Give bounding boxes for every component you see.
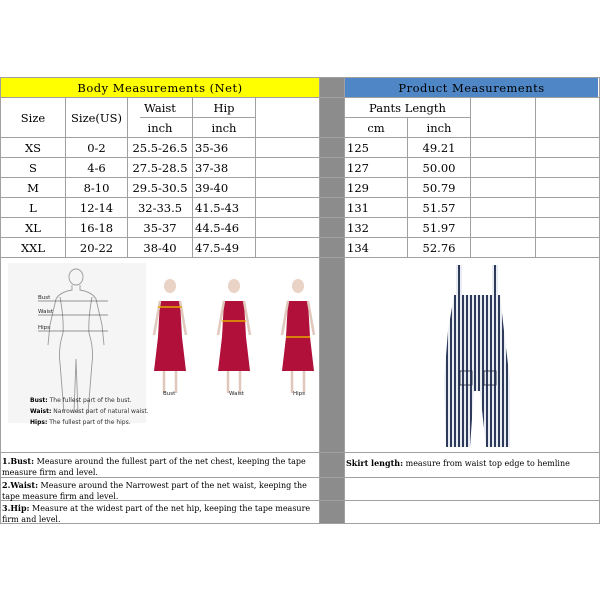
cell-inch: 50.79 — [422, 180, 456, 195]
grid-line — [0, 77, 600, 78]
dress-caption-waist: Waist — [229, 391, 245, 397]
cell-size-us: 12-14 — [79, 200, 114, 215]
grid-line — [319, 77, 320, 524]
col-header-inch: inch — [426, 120, 452, 135]
grid-line — [535, 97, 536, 257]
cell-inch: 51.57 — [422, 200, 456, 215]
cell-waist: 29.5-30.5 — [132, 180, 188, 195]
cell-hip: 37-38 — [195, 160, 229, 175]
figure-label-waist: Waist — [38, 309, 54, 315]
dress-caption-bust: Bust — [163, 391, 176, 397]
figure-desc-bust: Bust: The fullest part of the bust. — [30, 397, 132, 404]
cell-hip: 41.5-43 — [195, 200, 240, 215]
col-header-pants-length: Pants Length — [369, 100, 446, 115]
cell-hip: 44.5-46 — [195, 220, 240, 235]
cell-waist: 35-37 — [143, 220, 177, 235]
dress-illustration — [148, 275, 316, 407]
product-image-overalls — [430, 261, 512, 451]
cell-hip: 39-40 — [195, 180, 229, 195]
cell-cm: 125 — [347, 140, 369, 155]
cell-inch: 51.97 — [422, 220, 456, 235]
cell-size: XXL — [20, 240, 45, 255]
figure-label-bust: Bust — [38, 295, 51, 301]
product-measurements-header: Product Measurements — [345, 78, 598, 97]
cell-size-us: 4-6 — [87, 160, 106, 175]
cell-cm: 129 — [347, 180, 369, 195]
figure-desc-waist: Waist: Narrowest part of natural waist. — [30, 408, 149, 415]
cell-waist: 32-33.5 — [137, 200, 183, 215]
cell-size-us: 0-2 — [87, 140, 106, 155]
col-header-hip: Hip — [213, 100, 235, 115]
cell-waist: 38-40 — [143, 240, 177, 255]
col-header-size-us: Size(US) — [71, 110, 122, 125]
grid-line — [255, 97, 256, 257]
dress-caption-hips: Hips — [293, 391, 306, 397]
col-header-size: Size — [20, 110, 46, 125]
cell-size: XL — [25, 220, 41, 235]
note-hip: 3.Hip: Measure at the widest part of the net hip, keeping the tape measure firm and level. — [2, 503, 311, 524]
note-skirt-length: Skirt length: measure from waist top edge to hemline — [346, 458, 570, 468]
col-header-waist-unit: inch — [147, 120, 173, 135]
figure-desc-hips: Hips: The fullest part of the hips. — [30, 419, 131, 426]
striped-overalls-illustration — [430, 261, 512, 451]
figure-label-hips: Hips — [38, 325, 51, 331]
grid-line — [0, 452, 600, 453]
divider-column — [320, 78, 344, 523]
cell-hip: 47.5-49 — [195, 240, 240, 255]
cell-waist: 27.5-28.5 — [132, 160, 188, 175]
body-measurements-header: Body Measurements (Net) — [1, 78, 319, 97]
cell-inch: 52.76 — [422, 240, 456, 255]
note-waist: 2.Waist: Measure around the Narrowest part of the net waist, keeping the tape measure firm and level. — [2, 480, 307, 501]
grid-line — [0, 257, 600, 258]
cell-size: XS — [24, 140, 42, 155]
grid-line — [470, 97, 471, 257]
note-bust: 1.Bust: Measure around the fullest part of the net chest, keeping the tape measure firm and level. — [2, 456, 306, 477]
cell-cm: 127 — [347, 160, 369, 175]
cell-size: M — [27, 180, 39, 195]
col-header-hip-unit: inch — [211, 120, 237, 135]
cell-hip: 35-36 — [195, 140, 229, 155]
cell-waist: 25.5-26.5 — [132, 140, 188, 155]
cell-inch: 49.21 — [422, 140, 456, 155]
size-chart-sheet — [0, 77, 600, 524]
cell-size-us: 20-22 — [79, 240, 114, 255]
cell-size: S — [29, 160, 37, 175]
cell-cm: 134 — [347, 240, 369, 255]
cell-size-us: 8-10 — [83, 180, 110, 195]
cell-cm: 131 — [347, 200, 369, 215]
col-header-waist: Waist — [144, 100, 176, 115]
cell-size: L — [29, 200, 37, 215]
cell-size-us: 16-18 — [79, 220, 114, 235]
cell-cm: 132 — [347, 220, 369, 235]
col-header-cm: cm — [367, 120, 385, 135]
dress-figures — [148, 275, 316, 407]
cell-inch: 50.00 — [422, 160, 456, 175]
